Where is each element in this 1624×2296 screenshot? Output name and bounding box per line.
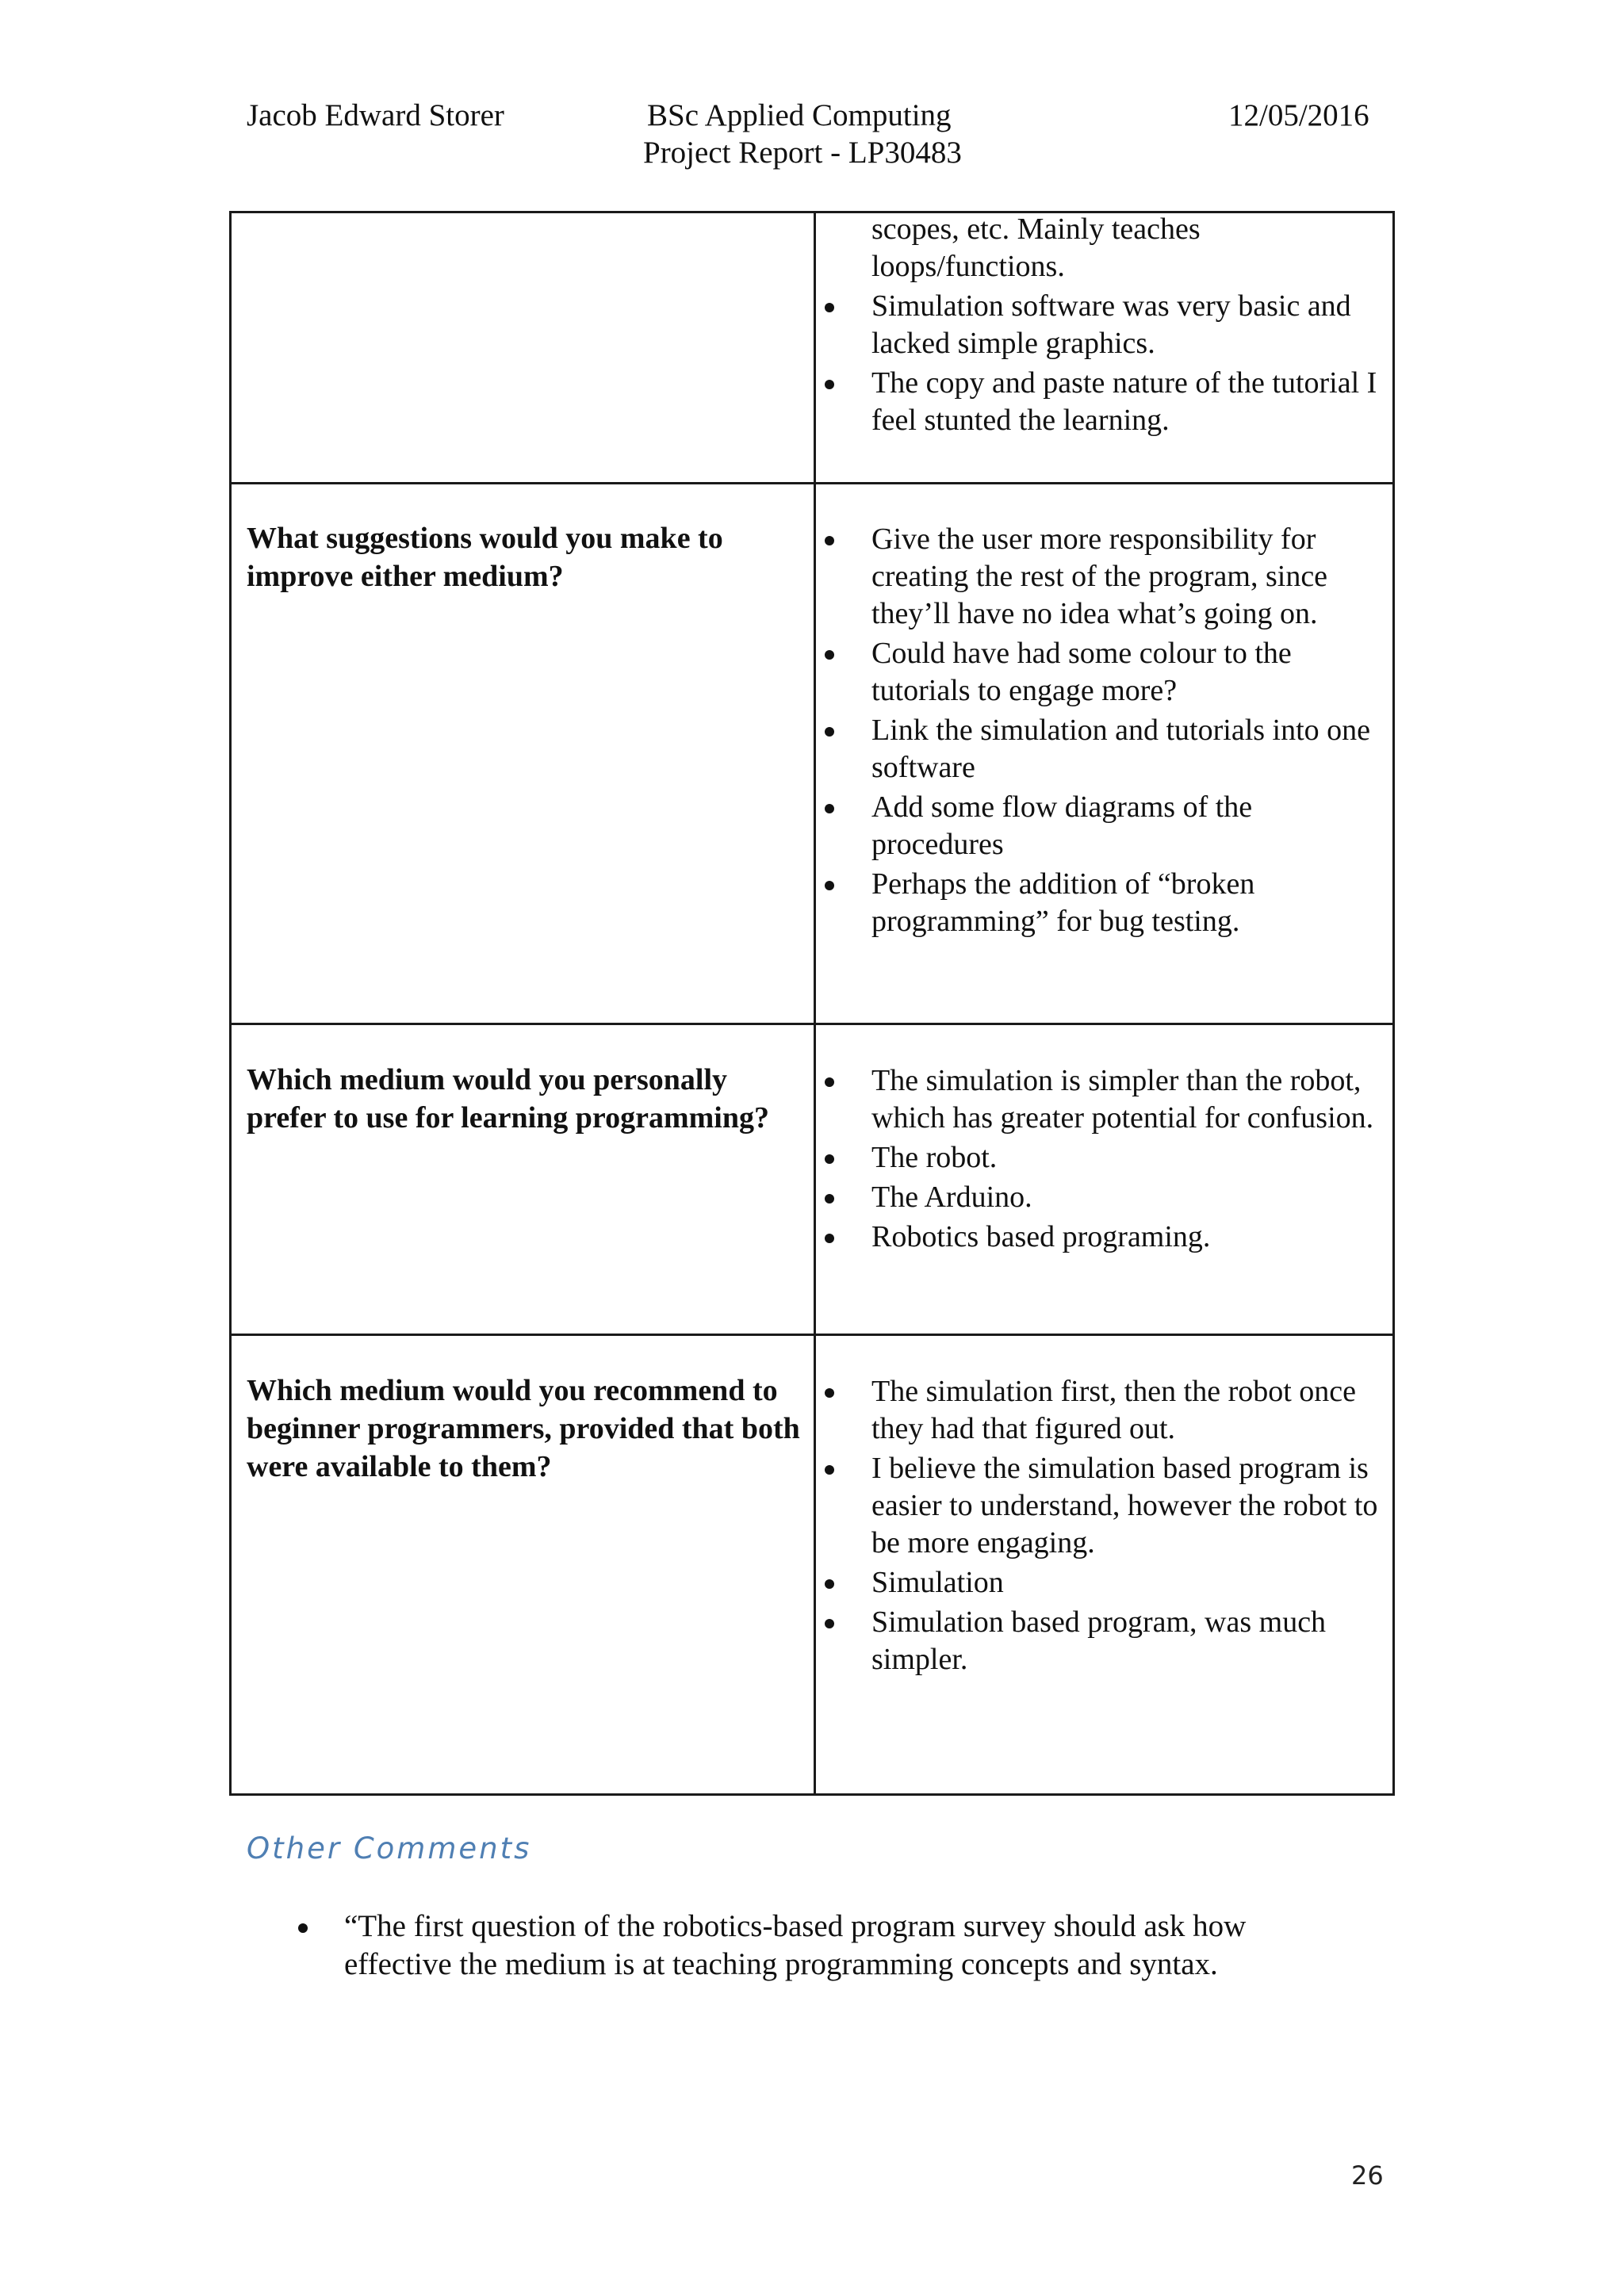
header-date: 12/05/2016: [1228, 98, 1369, 132]
table-row-divider: [232, 482, 1392, 484]
list-item: The simulation is simpler than the robot, which has greater potential for confusion.: [871, 1062, 1387, 1137]
comments-list: [344, 1908, 1343, 1984]
list-item: I believe the simulation based program is easier to understand, however the robot to be more engaging.: [871, 1450, 1387, 1562]
list-item: Robotics based programing.: [871, 1219, 1387, 1256]
list-item: Simulation based program, was much simpler.: [871, 1604, 1387, 1678]
list-item: scopes, etc. Mainly teaches loops/functions.: [871, 212, 1201, 283]
header-course: BSc Applied Computing: [647, 98, 952, 132]
list-item: The simulation first, then the robot once they had that figured out.: [871, 1373, 1387, 1448]
list-item: Could have had some colour to the tutorials to engage more?: [871, 635, 1387, 710]
list-item: Perhaps the addition of “broken programming” for bug testing.: [871, 866, 1387, 940]
list-item: Link the simulation and tutorials into one software: [871, 712, 1387, 786]
question-text: Which medium would you personally prefer to use for learning programming?: [247, 1063, 769, 1135]
list-item: Add some flow diagrams of the procedures: [871, 789, 1387, 863]
table-column-divider: [814, 213, 816, 1793]
list-item: The robot.: [871, 1139, 1387, 1177]
section-heading: Other Comments: [247, 1831, 532, 1866]
list-item: Simulation: [871, 1564, 1387, 1601]
list-item: Give the user more responsibility for creating the rest of the program, since they’ll have no idea what’s going on.: [871, 521, 1387, 633]
table-row-divider: [232, 1334, 1392, 1336]
header-report: Project Report - LP30483: [643, 136, 962, 170]
header-author: Jacob Edward Storer: [247, 98, 504, 132]
table-row-divider: [232, 1023, 1392, 1025]
question-text: Which medium would you recommend to beginner programmers, provided that both were available to them?: [247, 1374, 800, 1483]
list-item: The copy and paste nature of the tutorial I feel stunted the learning.: [871, 365, 1387, 439]
answer-list: [871, 1373, 1387, 1681]
question-text: What suggestions would you make to improve either medium?: [247, 522, 723, 593]
answer-list: [871, 1062, 1387, 1258]
answer-list: [871, 521, 1387, 943]
list-item: The Arduino.: [871, 1179, 1387, 1216]
list-item: Simulation software was very basic and lacked simple graphics.: [871, 288, 1387, 362]
list-item: “The first question of the robotics-based program survey should ask how effective the medium is at teaching programming concepts and syntax.: [344, 1908, 1343, 1984]
page-number: 26: [1351, 2160, 1384, 2191]
answer-list: [871, 211, 1387, 442]
